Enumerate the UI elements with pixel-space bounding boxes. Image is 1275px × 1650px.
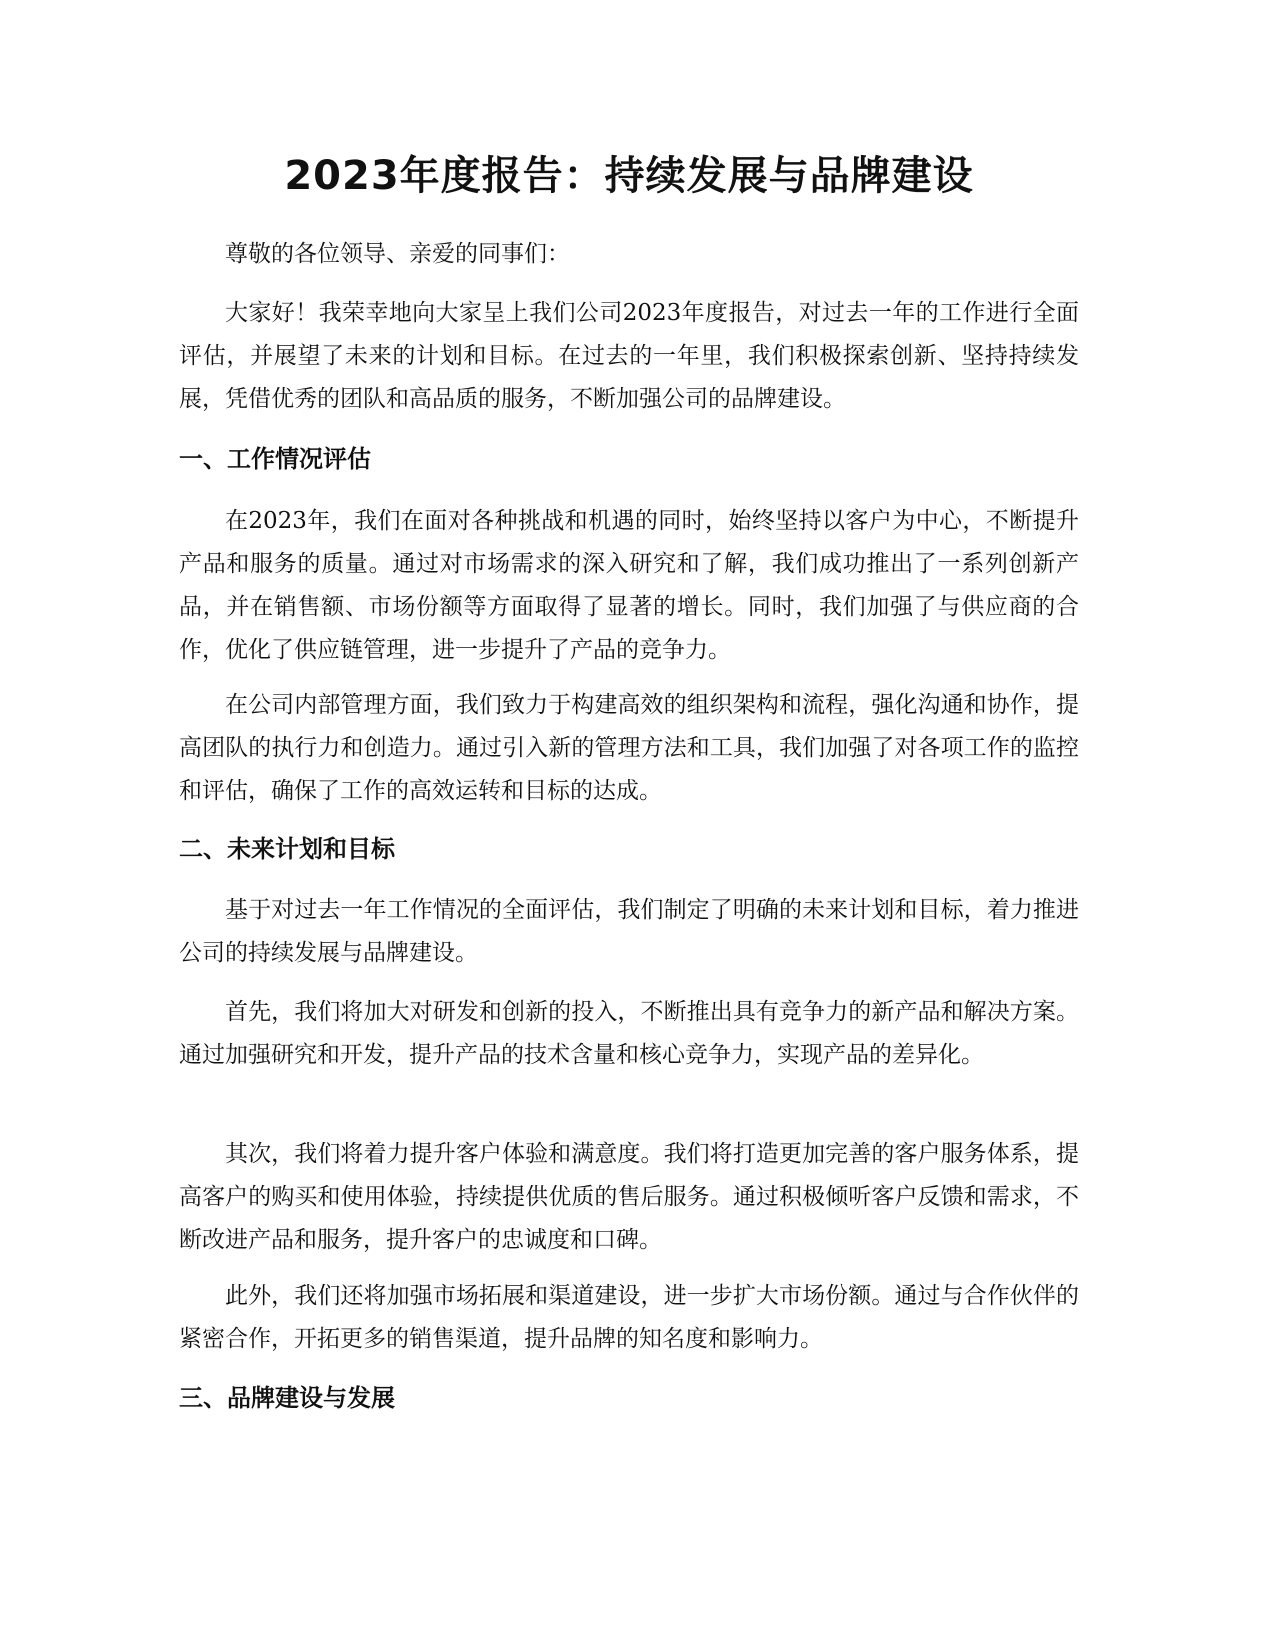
salutation: 尊敬的各位领导、亲爱的同事们： bbox=[225, 241, 570, 267]
document-title: 2023年度报告：持续发展与品牌建设 bbox=[284, 153, 974, 199]
section-1-paragraph-1: 在2023年，我们在面对各种挑战和机遇的同时，始终坚持以客户为中心，不断提升产品和服务的质量。通过对市场需求的深入研究和了解，我们成功推出了一系列创新产品，并在销售额、市场份额等方面取得了显著的增长。同时，我们加强了与供应商的合作，优化了供应链管理，进一步提升了产品的竞争力。 bbox=[179, 508, 1079, 663]
section-heading-1: 一、工作情况评估 bbox=[179, 445, 371, 473]
intro-paragraph: 大家好！我荣幸地向大家呈上我们公司2023年度报告，对过去一年的工作进行全面评估，并展望了未来的计划和目标。在过去的一年里，我们积极探索创新、坚持持续发展，凭借优秀的团队和高品质的服务，不断加强公司的品牌建设。 bbox=[179, 300, 1079, 412]
section-1-paragraph-2: 在公司内部管理方面，我们致力于构建高效的组织架构和流程，强化沟通和协作，提高团队的执行力和创造力。通过引入新的管理方法和工具，我们加强了对各项工作的监控和评估，确保了工作的高效运转和目标的达成。 bbox=[179, 692, 1079, 804]
section-heading-3: 三、品牌建设与发展 bbox=[179, 1384, 395, 1412]
section-2-paragraph-3: 其次，我们将着力提升客户体验和满意度。我们将打造更加完善的客户服务体系，提高客户的购买和使用体验，持续提供优质的售后服务。通过积极倾听客户反馈和需求，不断改进产品和服务，提升客户的忠诚度和口碑。 bbox=[179, 1141, 1079, 1253]
section-2-paragraph-1: 基于对过去一年工作情况的全面评估，我们制定了明确的未来计划和目标，着力推进公司的持续发展与品牌建设。 bbox=[179, 897, 1079, 966]
section-2-paragraph-2: 首先，我们将加大对研发和创新的投入，不断推出具有竞争力的新产品和解决方案。通过加强研究和开发，提升产品的技术含量和核心竞争力，实现产品的差异化。 bbox=[179, 999, 1079, 1068]
section-heading-2: 二、未来计划和目标 bbox=[179, 835, 395, 863]
section-2-paragraph-4: 此外，我们还将加强市场拓展和渠道建设，进一步扩大市场份额。通过与合作伙伴的紧密合作，开拓更多的销售渠道，提升品牌的知名度和影响力。 bbox=[179, 1283, 1079, 1352]
